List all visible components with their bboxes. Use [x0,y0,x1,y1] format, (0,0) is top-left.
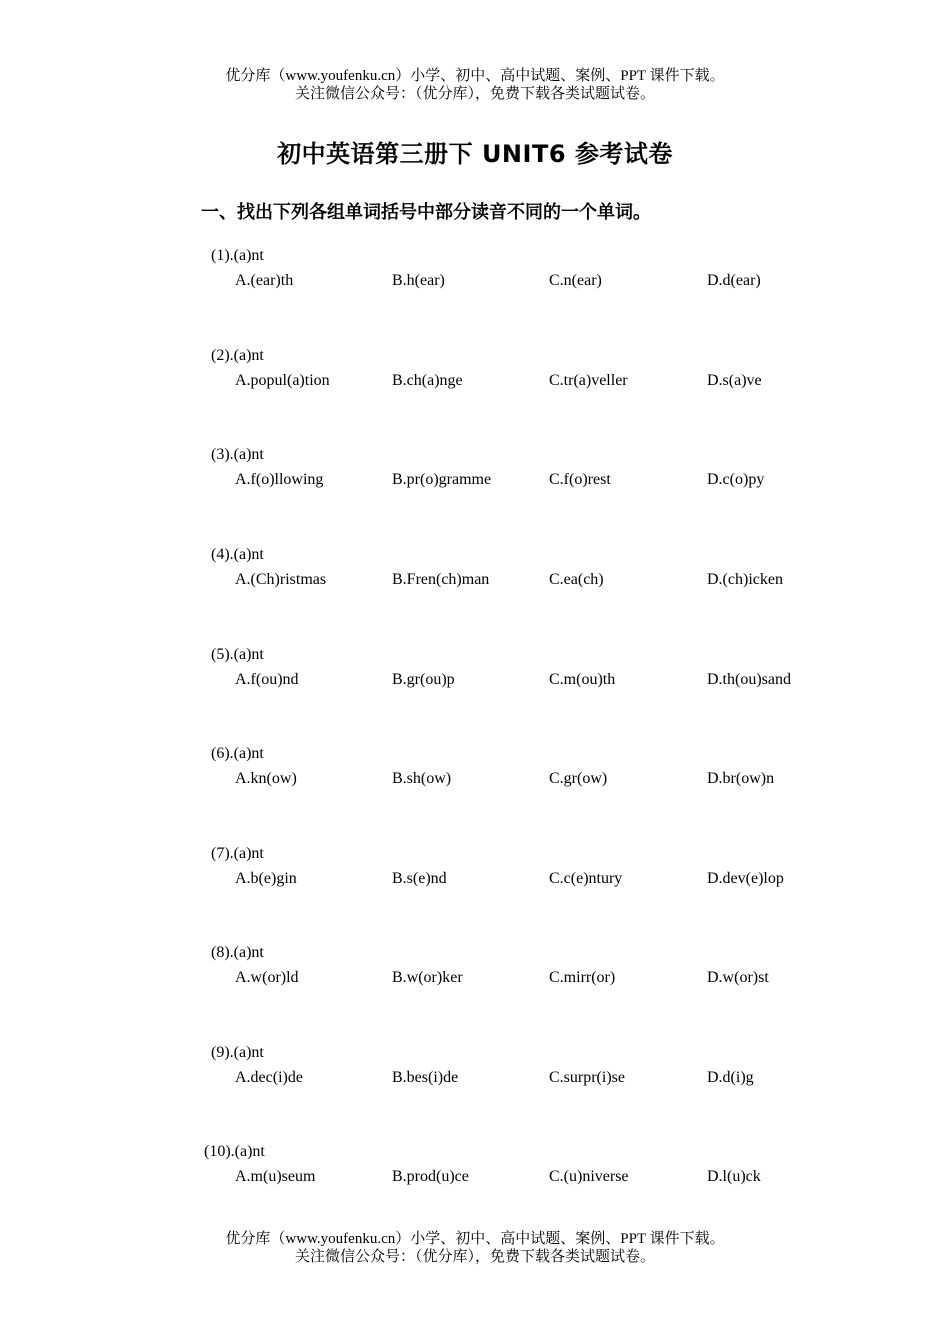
option-d: D.w(or)st [707,969,769,986]
option-b: B.prod(u)ce [392,1168,469,1185]
question-stem: (7).(a)nt [211,845,264,862]
page-footer [0,1230,950,1266]
option-a: A.b(e)gin [235,870,297,887]
option-d: D.th(ou)sand [707,671,791,688]
question-stem: (4).(a)nt [211,546,264,563]
option-c: C.gr(ow) [549,770,608,787]
question-4 [0,546,950,606]
document-title: 初中英语第三册下 UNIT6 参考试卷 [277,140,673,168]
question-stem: (10).(a)nt [204,1143,265,1160]
option-b: B.gr(ou)p [392,671,455,688]
section-heading: 一、找出下列各组单词括号中部分读音不同的一个单词。 [201,202,651,223]
question-3 [0,446,950,506]
question-stem: (5).(a)nt [211,646,264,663]
option-c: C.(u)niverse [549,1168,629,1185]
option-a: A.(ear)th [235,272,294,289]
option-c: C.mirr(or) [549,969,616,986]
question-stem: (8).(a)nt [211,944,264,961]
option-d: D.(ch)icken [707,571,783,588]
page-header [0,67,950,103]
question-8 [0,944,950,1004]
option-a: A.(Ch)ristmas [235,571,327,588]
question-2 [0,347,950,407]
option-d: D.l(u)ck [707,1168,761,1185]
question-6 [0,745,950,805]
question-stem: (6).(a)nt [211,745,264,762]
header-line-2: 关注微信公众号：（优分库），免费下载各类试题试卷。 [294,86,655,102]
option-c: C.n(ear) [549,272,602,289]
question-5 [0,646,950,706]
question-stem: (3).(a)nt [211,446,264,463]
option-a: A.popul(a)tion [235,372,330,389]
option-d: D.s(a)ve [707,372,762,389]
question-9 [0,1044,950,1104]
question-10 [0,1143,950,1203]
option-d: D.d(ear) [707,272,761,289]
option-d: D.c(o)py [707,471,765,488]
option-b: B.pr(o)gramme [392,471,492,488]
option-c: C.c(e)ntury [549,870,623,887]
option-c: C.f(o)rest [549,471,611,488]
option-a: A.f(o)llowing [235,471,324,488]
option-c: C.m(ou)th [549,671,616,688]
option-a: A.kn(ow) [235,770,297,787]
option-a: A.m(u)seum [235,1168,316,1185]
question-7 [0,845,950,905]
question-stem: (2).(a)nt [211,347,264,364]
option-b: B.sh(ow) [392,770,452,787]
question-stem: (9).(a)nt [211,1044,264,1061]
option-c: C.surpr(i)se [549,1069,625,1086]
option-b: B.s(e)nd [392,870,447,887]
question-1 [0,247,950,307]
option-a: A.f(ou)nd [235,671,299,688]
option-b: B.h(ear) [392,272,445,289]
option-a: A.dec(i)de [235,1069,303,1086]
option-b: B.w(or)ker [392,969,463,986]
option-c: C.tr(a)veller [549,372,628,389]
option-d: D.br(ow)n [707,770,775,787]
question-stem: (1).(a)nt [211,247,264,264]
option-c: C.ea(ch) [549,571,604,588]
header-line-1: 优分库（www.youfenku.cn）小学、初中、高中试题、案例、PPT 课件下载。 [225,68,725,84]
option-d: D.dev(e)lop [707,870,784,887]
footer-line-2: 关注微信公众号：（优分库），免费下载各类试题试卷。 [294,1249,655,1265]
option-b: B.bes(i)de [392,1069,459,1086]
option-a: A.w(or)ld [235,969,299,986]
option-d: D.d(i)g [707,1069,754,1086]
option-b: B.Fren(ch)man [392,571,490,588]
option-b: B.ch(a)nge [392,372,463,389]
footer-line-1: 优分库（www.youfenku.cn）小学、初中、高中试题、案例、PPT 课件下载。 [225,1231,725,1247]
